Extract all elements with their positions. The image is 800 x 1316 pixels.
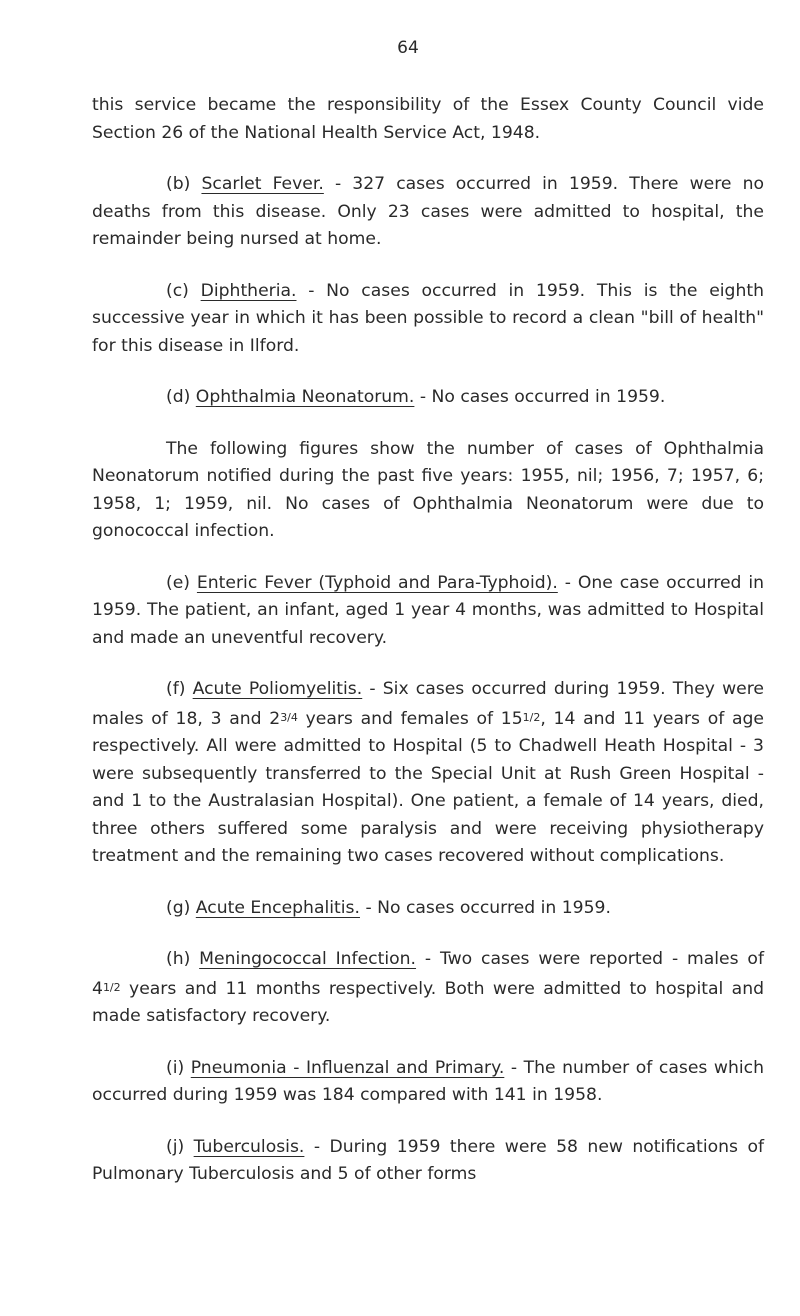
fraction: 3/4 (280, 710, 298, 724)
item-label: (d) (166, 387, 191, 407)
item-label: (c) (166, 280, 189, 301)
enteric-fever-heading: Enteric Fever (Typhoid and Para-Typhoid). (196, 572, 558, 593)
poliomyelitis-text: - Six cases occurred during 1959. They were males of 18, 3 and 2 (92, 679, 765, 729)
item-label: (b) (166, 174, 191, 194)
paragraph-poliomyelitis (92, 676, 764, 871)
poliomyelitis-text: years and females of 15 (297, 708, 523, 729)
item-label: (i) (166, 1057, 185, 1078)
encephalitis-heading: Acute Encephalitis. (195, 897, 360, 918)
page-number: 64 (397, 38, 419, 58)
ophthalmia-text: - No cases occurred in 1959. (419, 387, 666, 407)
paragraph-pneumonia (92, 1055, 764, 1110)
diphtheria-heading: Diphtheria. (200, 280, 297, 301)
fraction: 1/2 (102, 980, 121, 994)
paragraph-ophthalmia-figures (92, 436, 764, 546)
fraction: 1/2 (522, 710, 541, 724)
paragraph-scarlet-fever (92, 171, 764, 254)
paragraph-ophthalmia (92, 384, 764, 412)
paragraph-tuberculosis (92, 1134, 764, 1189)
item-label: (e) (166, 572, 190, 593)
paragraph-meningococcal (92, 946, 764, 1031)
tuberculosis-heading: Tuberculosis. (193, 1136, 305, 1157)
item-label: (h) (166, 949, 191, 969)
document-page (92, 38, 764, 1213)
diphtheria-text: - No cases occurred in 1959. This is the eighth successive year in which it has been possible to record a clean "bill of health" for this disease in Ilford. (92, 280, 764, 356)
poliomyelitis-text: , 14 and 11 years of age respectively. All were admitted to Hospital (5 to Chadwell Heath Hospital - 3 were subsequently transferred to the Special Unit at Rush Green Hospital - and 1 to the Australasian Hospital). One patient, a female of 14 years, died, three others suffered some paralysis and were receiving physiotherapy treatment and the remaining two cases recovered without complications. (92, 708, 764, 866)
ophthalmia-heading: Ophthalmia Neonatorum. (195, 387, 415, 407)
tuberculosis-text: - During 1959 there were 58 new notifications of Pulmonary Tuberculosis and 5 of other forms (92, 1136, 765, 1184)
meningococcal-heading: Meningococcal Infection. (199, 949, 417, 969)
item-label: (j) (166, 1136, 185, 1157)
paragraph-enteric-fever (92, 570, 764, 653)
paragraph-diphtheria (92, 278, 764, 361)
meningococcal-text: years and 11 months respectively. Both were admitted to hospital and made satisfactory recovery. (92, 978, 764, 1026)
scarlet-fever-heading: Scarlet Fever. (201, 174, 324, 194)
pneumonia-heading: Pneumonia - Influenzal and Primary. (190, 1057, 505, 1078)
encephalitis-text: - No cases occurred in 1959. (365, 897, 611, 918)
paragraph-encephalitis (92, 895, 764, 923)
paragraph-intro (92, 92, 764, 147)
enteric-fever-text: - One case occurred in 1959. The patient, an infant, aged 1 year 4 months, was admitted to Hospital and made an uneventful recovery. (92, 572, 765, 648)
pneumonia-text: - The number of cases which occurred during 1959 was 184 compared with 141 in 1958. (92, 1057, 765, 1105)
item-label: (g) (166, 897, 191, 918)
ophthalmia-figures-text: The following figures show the number of cases of Ophthalmia Neonatorum notified during the past five years: 1955, nil; 1956, 7; 1957, 6; 1958, 1; 1959, nil. No cases of Ophthalmia Neonatorum were due to gonococcal infection. (92, 438, 764, 541)
intro-text: this service became the responsibility of the Essex County Council vide Section 26 of the National Health Service Act, 1948. (92, 95, 764, 143)
scarlet-fever-text: - 327 cases occurred in 1959. There were no deaths from this disease. Only 23 cases were admitted to hospital, the remainder being nursed at home. (92, 174, 765, 249)
item-label: (f) (166, 679, 186, 699)
poliomyelitis-heading: Acute Poliomyelitis. (192, 679, 363, 699)
meningococcal-text: - Two cases were reported - males of 4 (92, 949, 765, 999)
